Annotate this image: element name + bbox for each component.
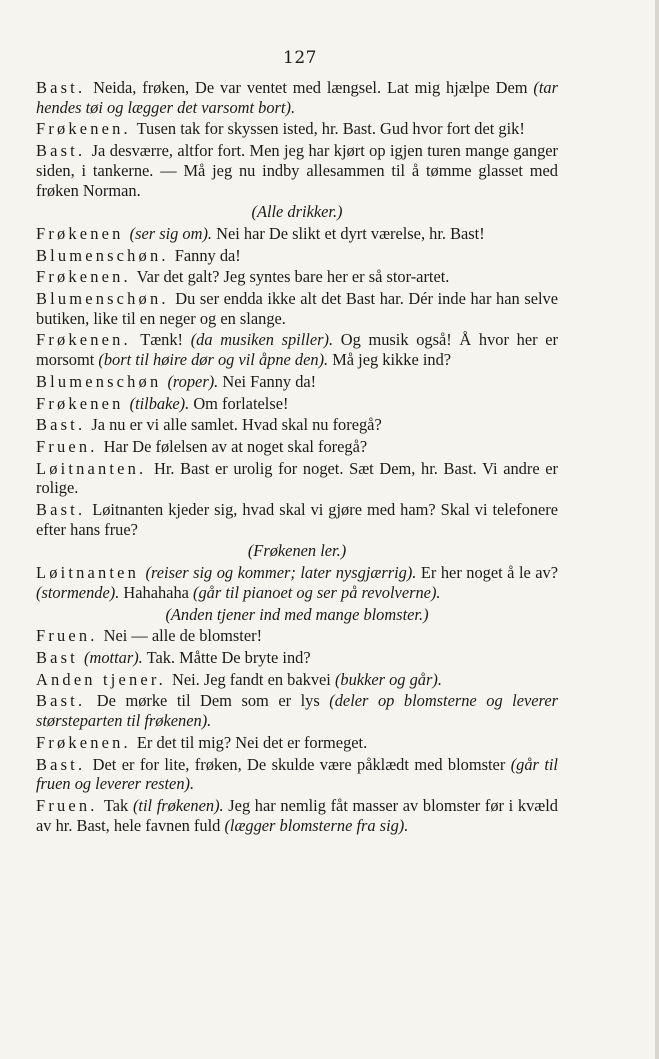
speaker-name: Frøkenen. (36, 119, 131, 139)
dialogue-text: Hr. Bast er urolig for noget. Sæt Dem, hr. Bast. Vi andre er rolige. (36, 458, 558, 498)
dialogue-text: Løitnanten kjeder sig, hvad skal vi gjøre med ham? Skal vi telefonere efter hans frue? (36, 500, 558, 539)
stage-direction: (Alle drikker.) (251, 202, 343, 222)
speaker-name: Løitnanten (36, 563, 140, 583)
dialogue-text: Ja nu er vi alle samlet. Hvad skal nu foregå? (87, 415, 382, 435)
speaker-name: Bast. (36, 141, 86, 161)
speech-paragraph (36, 394, 558, 414)
stage-note: (mottar). (79, 647, 143, 667)
speaker-name: Blumenschøn (36, 371, 162, 391)
speech-paragraph (36, 670, 558, 690)
dialogue-text: Tusen tak for skyssen isted, hr. Bast. Gud hvor fort det gik! (132, 119, 525, 139)
speaker-name: Blumenschøn. (36, 245, 169, 265)
stage-note: (ser sig om). (125, 223, 213, 243)
dialogue-text: Og musik også! Å hvor her er morsomt (36, 330, 558, 370)
speaker-name: Bast. (36, 415, 86, 435)
dialogue-text: Fanny da! (170, 245, 241, 265)
speaker-name: Frøkenen. (36, 330, 131, 350)
play-text (36, 78, 558, 837)
speaker-name: Løitnanten. (36, 458, 147, 478)
speaker-name: Blumenschøn. (36, 289, 169, 309)
stage-note: (tar hendes tøi og lægger det varsomt bort). (36, 78, 558, 117)
speaker-name: Frøkenen (36, 223, 124, 243)
speaker-name: Bast. (36, 691, 86, 711)
dialogue-text: Nei. Jeg fandt en bakvei (167, 669, 335, 689)
speech-paragraph (36, 733, 558, 753)
dialogue-text: Neida, frøken, De var ventet med længsel. Lat mig hjælpe Dem (87, 78, 534, 97)
page-number: 127 (283, 48, 317, 68)
stage-direction: (Anden tjener ind med mange blomster.) (165, 604, 429, 624)
speaker-name: Frøkenen (36, 393, 124, 413)
speaker-name: Frøkenen. (36, 267, 131, 287)
dialogue-text: Det er for lite, frøken, De skulde være påklædt med blomster (87, 754, 511, 774)
stage-note: (da musiken spiller). (190, 330, 334, 350)
dialogue-text: Tak. Måtte De bryte ind? (142, 647, 311, 667)
speaker-name: Bast. (36, 500, 86, 520)
speaker-name: Fruen. (36, 626, 98, 646)
stage-note: (går til fruen og leverer resten). (36, 754, 558, 794)
speech-paragraph (36, 459, 558, 498)
dialogue-text: Er det til mig? Nei det er formeget. (132, 732, 368, 752)
dialogue-text: Er her noget å le av? (416, 563, 559, 583)
stage-note: (deler op blomsterne og leverer størsteparten til frøkenen). (36, 691, 558, 731)
speech-paragraph (36, 119, 558, 139)
dialogue-text: Var det galt? Jeg syntes bare her er så stor-artet. (132, 267, 450, 287)
speech-paragraph (36, 330, 558, 369)
speaker-name: Anden tjener. (36, 669, 166, 689)
speech-paragraph (36, 415, 558, 435)
speech-paragraph (36, 267, 558, 287)
speech-paragraph (36, 755, 558, 794)
stage-note: (bukker og går). (334, 669, 442, 689)
speech-paragraph (36, 500, 558, 539)
dialogue-text: Nei Fanny da! (218, 371, 317, 391)
speech-paragraph (36, 141, 558, 200)
stage-note: (tilbake). (125, 393, 190, 413)
speech-paragraph (36, 648, 558, 668)
stage-direction: (Frøkenen ler.) (247, 541, 347, 561)
page-edge (655, 0, 659, 1059)
speaker-name: Bast (36, 647, 78, 667)
dialogue-text: Tak (99, 795, 133, 815)
dialogue-text: Må jeg kikke ind? (328, 350, 452, 370)
dialogue-text: Har De følelsen av at noget skal foregå? (99, 436, 368, 456)
speech-paragraph (36, 563, 558, 602)
speech-paragraph (36, 796, 558, 835)
stage-note: (går til pianoet og ser på revolverne). (193, 582, 441, 602)
dialogue-text: Jeg har nemlig fåt masser av blomster før i kvæld av hr. Bast, hele favnen fuld (36, 795, 558, 835)
dialogue-text: Du ser endda ikke alt det Bast har. Dér inde har han selve butiken, like til en neger og en slange. (36, 289, 558, 328)
dialogue-text: Hahahaha (119, 582, 194, 602)
dialogue-text: Ja desværre, altfor fort. Men jeg har kjørt op igjen turen mange ganger siden, i tankerne. — Må jeg nu indby allesammen til å tømme glasset med frøken Norman. (36, 141, 558, 200)
speech-paragraph (36, 626, 558, 646)
speech-paragraph (36, 437, 558, 457)
speaker-name: Fruen. (36, 436, 98, 456)
speech-paragraph (36, 372, 558, 392)
speaker-name: Bast. (36, 754, 86, 774)
speech-paragraph (36, 691, 558, 730)
stage-note: (reiser sig og kommer; later nysgjærrig). (141, 563, 417, 583)
dialogue-text: Tænk! (132, 330, 191, 350)
speech-paragraph (36, 78, 558, 117)
speech-paragraph (36, 246, 558, 266)
speaker-name: Fruen. (36, 795, 98, 815)
dialogue-text: Nei — alle de blomster! (99, 626, 263, 646)
speech-paragraph (36, 289, 558, 328)
stage-note: (lægger blomsterne fra sig). (224, 815, 409, 835)
speech-paragraph (36, 224, 558, 244)
speaker-name: Bast. (36, 78, 86, 97)
dialogue-text: Om forlatelse! (189, 393, 289, 413)
stage-note: (roper). (163, 371, 219, 391)
stage-note: (stormende). (36, 582, 120, 602)
stage-note: (til frøkenen). (132, 795, 224, 815)
stage-note: (bort til høire dør og vil åpne den). (98, 350, 329, 370)
dialogue-text: Nei har De slikt et dyrt værelse, hr. Bast! (212, 223, 485, 243)
speaker-name: Frøkenen. (36, 732, 131, 752)
dialogue-text: De mørke til Dem som er lys (87, 691, 330, 711)
